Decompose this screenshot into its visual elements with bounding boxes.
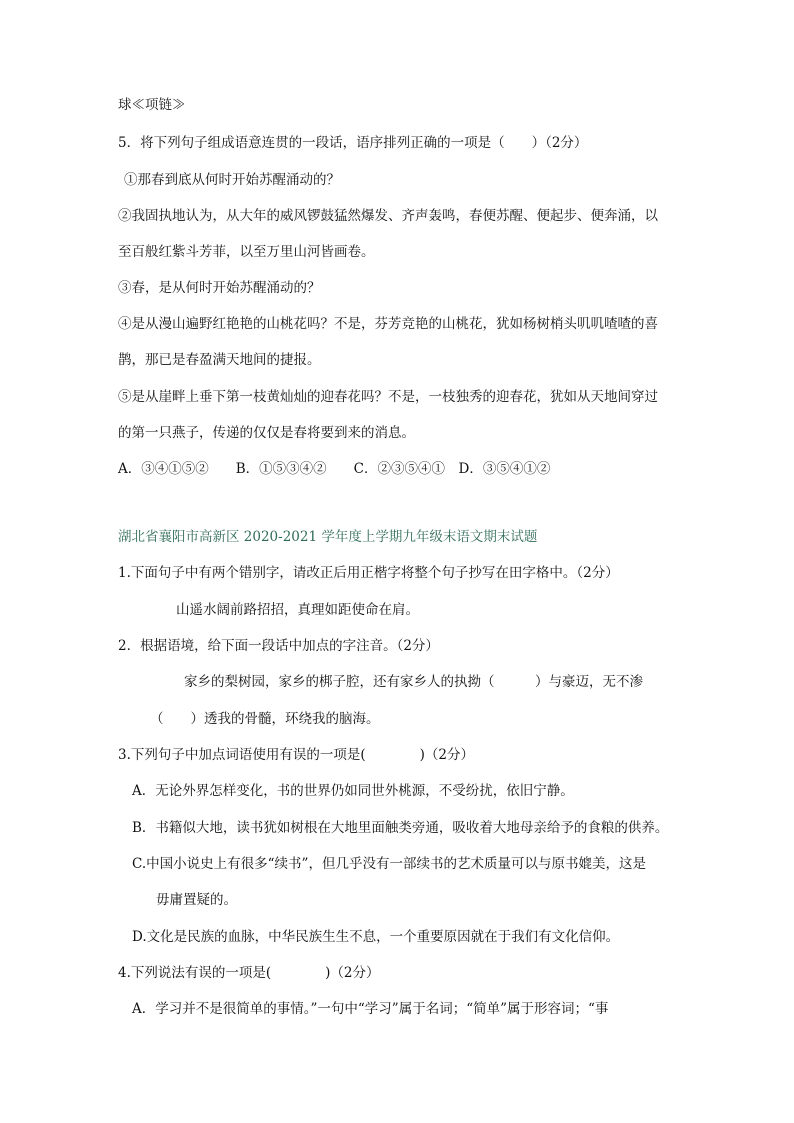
sentence-5: ⑤是从崖畔上垂下第一枝黄灿灿的迎春花吗？不是，一枝独秀的迎春花，犹如从天地间穿过 bbox=[118, 389, 658, 405]
question-5-prompt: 5．将下列句子组成语意连贯的一段话，语序排列正确的一项是（ ）（2分） bbox=[118, 135, 588, 151]
sentence-2: ②我固执地认为，从大年的威风锣鼓猛然爆发、齐声轰鸣，春便苏醒、便起步、便奔涌，以 bbox=[118, 208, 658, 224]
sentence-2-continued: 至百般红紫斗芳菲，以至万里山河皆画卷。 bbox=[118, 244, 375, 260]
sentence-4: ④是从漫山遍野红艳艳的山桃花吗？不是，芬芳竞艳的山桃花，犹如杨树梢头叽叽喳喳的喜 bbox=[118, 316, 658, 332]
sentence-5-continued: 的第一只燕子，传递的仅仅是春将要到来的消息。 bbox=[118, 425, 415, 441]
section-heading: 湖北省襄阳市高新区 2020-2021 学年度上学期九年级末语文期末试题 bbox=[118, 529, 538, 545]
text-line: 球≪项链≫ bbox=[118, 97, 186, 113]
question-2-passage: 家乡的梨树园，家乡的梆子腔，还有家乡人的执拗（ ）与豪迈，无不渗 bbox=[184, 674, 643, 690]
question-1-sentence: 山遥水阔前路招招，真理如距使命在肩。 bbox=[176, 602, 419, 618]
question-3-option-b: B．书籍似大地，读书犹如树根在大地里面触类旁通，吸收着大地母亲给予的食粮的供养。 bbox=[132, 820, 669, 836]
question-3-option-a: A．无论外界怎样变化，书的世界仍如同世外桃源，不受纷扰，依旧宁静。 bbox=[132, 783, 574, 799]
question-4-option-a: A．学习并不是很简单的事情。”一句中“学习”属于名词；“简单”属于形容词；“事 bbox=[132, 1001, 609, 1017]
question-3-option-d: D.文化是民族的血脉，中华民族生生不息，一个重要原因就在于我们有文化信仰。 bbox=[132, 929, 620, 945]
question-2-prompt: 2．根据语境，给下面一段话中加点的字注音。（2分） bbox=[118, 638, 439, 654]
question-3-option-c-continued: 毋庸置疑的。 bbox=[156, 892, 237, 908]
question-3-prompt: 3.下列句子中加点词语使用有误的一项是( )（2分） bbox=[118, 747, 475, 763]
question-1-prompt: 1.下面句子中有两个错别字，请改正后用正楷字将整个句子抄写在田字格中。（2分） bbox=[118, 565, 619, 581]
question-4-prompt: 4.下列说法有误的一项是( )（2分） bbox=[118, 965, 380, 981]
sentence-3: ③春，是从何时开始苏醒涌动的？ bbox=[118, 280, 321, 296]
question-3-option-c: C.中国小说史上有很多“续书”，但几乎没有一部续书的艺术质量可以与原书媲美，这是 bbox=[132, 856, 646, 872]
question-5-options: A．③④①⑤② B．①⑤③④② C．②③⑤④① D．③⑤④①② bbox=[118, 461, 551, 477]
question-2-passage-continued: （ ）透我的骨髓，环绕我的脑海。 bbox=[150, 711, 380, 727]
sentence-1: ①那春到底从何时开始苏醒涌动的？ bbox=[124, 172, 340, 188]
sentence-4-continued: 鹊，那已是春盈满天地间的捷报。 bbox=[118, 352, 321, 368]
